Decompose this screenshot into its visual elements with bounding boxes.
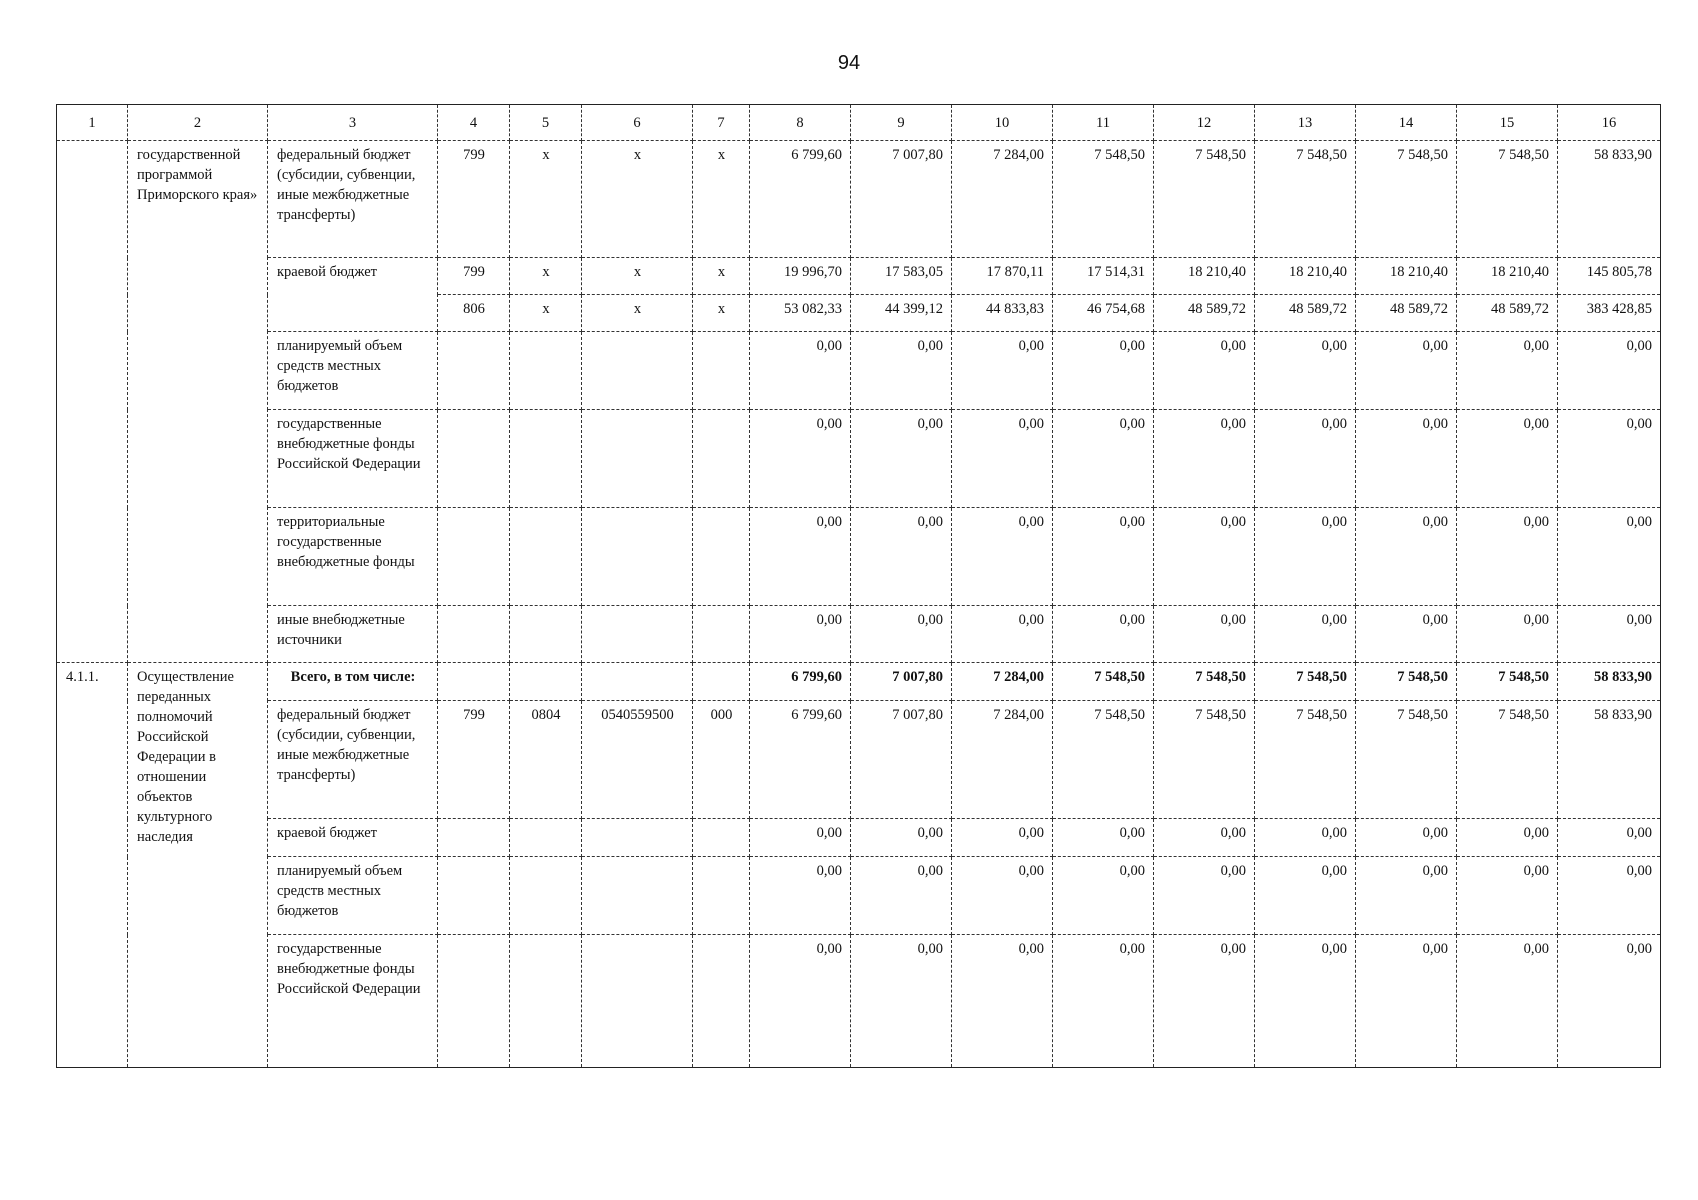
header-cell: 2 xyxy=(128,105,268,141)
amount-cell: 6 799,60 xyxy=(750,663,851,701)
amount-cell: 7 548,50 xyxy=(1154,701,1255,819)
amount-cell: 0,00 xyxy=(1356,606,1457,663)
amount-cell: 48 589,72 xyxy=(1255,295,1356,332)
amount-cell: 7 284,00 xyxy=(952,663,1053,701)
amount-cell: 7 548,50 xyxy=(1255,141,1356,258)
amount-cell: 0,00 xyxy=(1255,857,1356,935)
header-cell: 5 xyxy=(510,105,582,141)
table-row xyxy=(57,332,1661,410)
amount-cell: 0,00 xyxy=(851,935,952,1068)
table-row xyxy=(57,508,1661,606)
amount-cell: 0,00 xyxy=(1558,935,1661,1068)
code-c7: 000 xyxy=(693,701,750,819)
code-c4: 799 xyxy=(438,258,510,295)
amount-cell: 0,00 xyxy=(952,332,1053,410)
amount-cell: 17 514,31 xyxy=(1053,258,1154,295)
header-cell: 9 xyxy=(851,105,952,141)
amount-cell: 0,00 xyxy=(1356,508,1457,606)
amount-cell: 0,00 xyxy=(1154,819,1255,857)
amount-cell: 0,00 xyxy=(1356,819,1457,857)
code-c4 xyxy=(438,410,510,508)
code-c7 xyxy=(693,935,750,1068)
amount-cell: 0,00 xyxy=(1053,332,1154,410)
code-c4 xyxy=(438,663,510,701)
funding-source: Всего, в том числе: xyxy=(268,663,438,701)
code-c7 xyxy=(693,410,750,508)
code-c6 xyxy=(582,410,693,508)
amount-cell: 19 996,70 xyxy=(750,258,851,295)
amount-cell: 6 799,60 xyxy=(750,141,851,258)
amount-cell: 58 833,90 xyxy=(1558,701,1661,819)
amount-cell: 0,00 xyxy=(750,935,851,1068)
page-number: 94 xyxy=(837,52,861,74)
code-c4 xyxy=(438,857,510,935)
amount-cell: 7 007,80 xyxy=(851,141,952,258)
amount-cell: 7 548,50 xyxy=(1457,141,1558,258)
table-row xyxy=(57,935,1661,1068)
code-c5 xyxy=(510,663,582,701)
amount-cell: 7 548,50 xyxy=(1053,663,1154,701)
amount-cell: 18 210,40 xyxy=(1457,258,1558,295)
amount-cell: 46 754,68 xyxy=(1053,295,1154,332)
code-c5: х xyxy=(510,295,582,332)
amount-cell: 0,00 xyxy=(1356,857,1457,935)
funding-source: планируемый объем средств местных бюджетов xyxy=(268,332,438,410)
amount-cell: 7 284,00 xyxy=(952,701,1053,819)
code-c4 xyxy=(438,935,510,1068)
code-c4: 799 xyxy=(438,141,510,258)
amount-cell: 0,00 xyxy=(1053,819,1154,857)
code-c7: х xyxy=(693,258,750,295)
header-cell: 7 xyxy=(693,105,750,141)
amount-cell: 0,00 xyxy=(750,410,851,508)
header-row xyxy=(57,105,1661,141)
amount-cell: 53 082,33 xyxy=(750,295,851,332)
table-body xyxy=(57,141,1661,1068)
amount-cell: 145 805,78 xyxy=(1558,258,1661,295)
code-c6: х xyxy=(582,258,693,295)
code-c7 xyxy=(693,819,750,857)
amount-cell: 0,00 xyxy=(952,606,1053,663)
code-c4 xyxy=(438,819,510,857)
amount-cell: 7 548,50 xyxy=(1457,701,1558,819)
amount-cell: 7 284,00 xyxy=(952,141,1053,258)
amount-cell: 0,00 xyxy=(952,410,1053,508)
amount-cell: 7 548,50 xyxy=(1053,141,1154,258)
amount-cell: 0,00 xyxy=(750,332,851,410)
code-c7: х xyxy=(693,141,750,258)
amount-cell: 0,00 xyxy=(1457,935,1558,1068)
amount-cell: 0,00 xyxy=(1255,508,1356,606)
row-number: 4.1.1. xyxy=(57,663,128,1068)
program-name: государственной программой Приморского края» xyxy=(128,141,268,663)
code-c5 xyxy=(510,332,582,410)
amount-cell: 0,00 xyxy=(1558,819,1661,857)
header-cell: 15 xyxy=(1457,105,1558,141)
amount-cell: 0,00 xyxy=(952,857,1053,935)
amount-cell: 0,00 xyxy=(1558,410,1661,508)
amount-cell: 0,00 xyxy=(1255,410,1356,508)
header-cell: 3 xyxy=(268,105,438,141)
amount-cell: 7 007,80 xyxy=(851,663,952,701)
amount-cell: 7 548,50 xyxy=(1356,141,1457,258)
amount-cell: 18 210,40 xyxy=(1356,258,1457,295)
header-cell: 16 xyxy=(1558,105,1661,141)
header-cell: 10 xyxy=(952,105,1053,141)
table-row xyxy=(57,663,1661,701)
table-row xyxy=(57,141,1661,258)
amount-cell: 7 548,50 xyxy=(1154,141,1255,258)
amount-cell: 0,00 xyxy=(1255,819,1356,857)
amount-cell: 7 548,50 xyxy=(1356,663,1457,701)
header-cell: 4 xyxy=(438,105,510,141)
funding-source: краевой бюджет xyxy=(268,258,438,332)
amount-cell: 7 548,50 xyxy=(1255,663,1356,701)
amount-cell: 0,00 xyxy=(1558,332,1661,410)
header-cell: 1 xyxy=(57,105,128,141)
code-c5: х xyxy=(510,258,582,295)
amount-cell: 0,00 xyxy=(1457,410,1558,508)
amount-cell: 48 589,72 xyxy=(1457,295,1558,332)
table-row xyxy=(57,258,1661,295)
amount-cell: 48 589,72 xyxy=(1356,295,1457,332)
header-cell: 6 xyxy=(582,105,693,141)
code-c7 xyxy=(693,857,750,935)
amount-cell: 44 399,12 xyxy=(851,295,952,332)
amount-cell: 58 833,90 xyxy=(1558,663,1661,701)
amount-cell: 0,00 xyxy=(1154,332,1255,410)
amount-cell: 0,00 xyxy=(750,857,851,935)
amount-cell: 0,00 xyxy=(1154,606,1255,663)
amount-cell: 0,00 xyxy=(1255,606,1356,663)
code-c6: х xyxy=(582,141,693,258)
amount-cell: 7 548,50 xyxy=(1154,663,1255,701)
amount-cell: 0,00 xyxy=(1457,508,1558,606)
code-c4 xyxy=(438,332,510,410)
amount-cell: 0,00 xyxy=(1154,508,1255,606)
amount-cell: 0,00 xyxy=(1154,857,1255,935)
amount-cell: 0,00 xyxy=(851,332,952,410)
code-c5 xyxy=(510,935,582,1068)
code-c6 xyxy=(582,606,693,663)
table-row xyxy=(57,857,1661,935)
program-name: Осуществление переданных полномочий Российской Федерации в отношении объектов культурного наследия xyxy=(128,663,268,1068)
amount-cell: 48 589,72 xyxy=(1154,295,1255,332)
amount-cell: 0,00 xyxy=(1558,508,1661,606)
header-cell: 14 xyxy=(1356,105,1457,141)
code-c5 xyxy=(510,606,582,663)
code-c6 xyxy=(582,332,693,410)
amount-cell: 0,00 xyxy=(952,508,1053,606)
code-c4: 799 xyxy=(438,701,510,819)
amount-cell: 0,00 xyxy=(1356,410,1457,508)
code-c5 xyxy=(510,410,582,508)
amount-cell: 0,00 xyxy=(1356,332,1457,410)
amount-cell: 17 583,05 xyxy=(851,258,952,295)
amount-cell: 0,00 xyxy=(1053,410,1154,508)
code-c5 xyxy=(510,857,582,935)
amount-cell: 0,00 xyxy=(1053,935,1154,1068)
amount-cell: 18 210,40 xyxy=(1255,258,1356,295)
header-cell: 11 xyxy=(1053,105,1154,141)
amount-cell: 0,00 xyxy=(1558,857,1661,935)
funding-source: государственные внебюджетные фонды Российской Федерации xyxy=(268,935,438,1068)
code-c6: 0540559500 xyxy=(582,701,693,819)
amount-cell: 6 799,60 xyxy=(750,701,851,819)
table-row xyxy=(57,819,1661,857)
code-c7 xyxy=(693,606,750,663)
amount-cell: 17 870,11 xyxy=(952,258,1053,295)
amount-cell: 0,00 xyxy=(1356,935,1457,1068)
amount-cell: 0,00 xyxy=(851,508,952,606)
amount-cell: 0,00 xyxy=(1457,857,1558,935)
amount-cell: 0,00 xyxy=(1457,332,1558,410)
amount-cell: 44 833,83 xyxy=(952,295,1053,332)
funding-source: краевой бюджет xyxy=(268,819,438,857)
amount-cell: 0,00 xyxy=(851,819,952,857)
code-c6: х xyxy=(582,295,693,332)
amount-cell: 0,00 xyxy=(952,819,1053,857)
funding-source: федеральный бюджет (субсидии, субвенции, иные межбюджетные трансферты) xyxy=(268,141,438,258)
header-cell: 12 xyxy=(1154,105,1255,141)
code-c7: х xyxy=(693,295,750,332)
code-c7 xyxy=(693,332,750,410)
code-c4 xyxy=(438,508,510,606)
amount-cell: 7 548,50 xyxy=(1356,701,1457,819)
code-c6 xyxy=(582,819,693,857)
amount-cell: 0,00 xyxy=(1255,935,1356,1068)
amount-cell: 0,00 xyxy=(851,606,952,663)
code-c5 xyxy=(510,819,582,857)
amount-cell: 0,00 xyxy=(851,857,952,935)
code-c6 xyxy=(582,935,693,1068)
amount-cell: 0,00 xyxy=(1558,606,1661,663)
amount-cell: 0,00 xyxy=(1457,606,1558,663)
code-c4: 806 xyxy=(438,295,510,332)
table-row xyxy=(57,606,1661,663)
funding-source: иные внебюджетные источники xyxy=(268,606,438,663)
amount-cell: 0,00 xyxy=(1255,332,1356,410)
funding-source: федеральный бюджет (субсидии, субвенции, иные межбюджетные трансферты) xyxy=(268,701,438,819)
amount-cell: 0,00 xyxy=(1457,819,1558,857)
amount-cell: 0,00 xyxy=(851,410,952,508)
funding-source: планируемый объем средств местных бюджетов xyxy=(268,857,438,935)
amount-cell: 7 548,50 xyxy=(1053,701,1154,819)
row-number xyxy=(57,141,128,663)
amount-cell: 0,00 xyxy=(1053,606,1154,663)
table-header xyxy=(57,105,1661,141)
budget-table xyxy=(56,104,1661,1068)
amount-cell: 0,00 xyxy=(1053,857,1154,935)
amount-cell: 7 548,50 xyxy=(1457,663,1558,701)
amount-cell: 0,00 xyxy=(1154,935,1255,1068)
code-c7 xyxy=(693,508,750,606)
funding-source: территориальные государственные внебюджетные фонды xyxy=(268,508,438,606)
header-cell: 8 xyxy=(750,105,851,141)
amount-cell: 0,00 xyxy=(1053,508,1154,606)
code-c5 xyxy=(510,508,582,606)
code-c6 xyxy=(582,857,693,935)
amount-cell: 7 548,50 xyxy=(1255,701,1356,819)
amount-cell: 58 833,90 xyxy=(1558,141,1661,258)
code-c4 xyxy=(438,606,510,663)
amount-cell: 0,00 xyxy=(750,819,851,857)
table-row xyxy=(57,701,1661,819)
amount-cell: 383 428,85 xyxy=(1558,295,1661,332)
amount-cell: 0,00 xyxy=(952,935,1053,1068)
code-c6 xyxy=(582,508,693,606)
amount-cell: 0,00 xyxy=(750,606,851,663)
code-c6 xyxy=(582,663,693,701)
header-cell: 13 xyxy=(1255,105,1356,141)
amount-cell: 0,00 xyxy=(1154,410,1255,508)
code-c5: 0804 xyxy=(510,701,582,819)
amount-cell: 7 007,80 xyxy=(851,701,952,819)
table-row xyxy=(57,410,1661,508)
amount-cell: 0,00 xyxy=(750,508,851,606)
code-c7 xyxy=(693,663,750,701)
amount-cell: 18 210,40 xyxy=(1154,258,1255,295)
funding-source: государственные внебюджетные фонды Российской Федерации xyxy=(268,410,438,508)
code-c5: х xyxy=(510,141,582,258)
